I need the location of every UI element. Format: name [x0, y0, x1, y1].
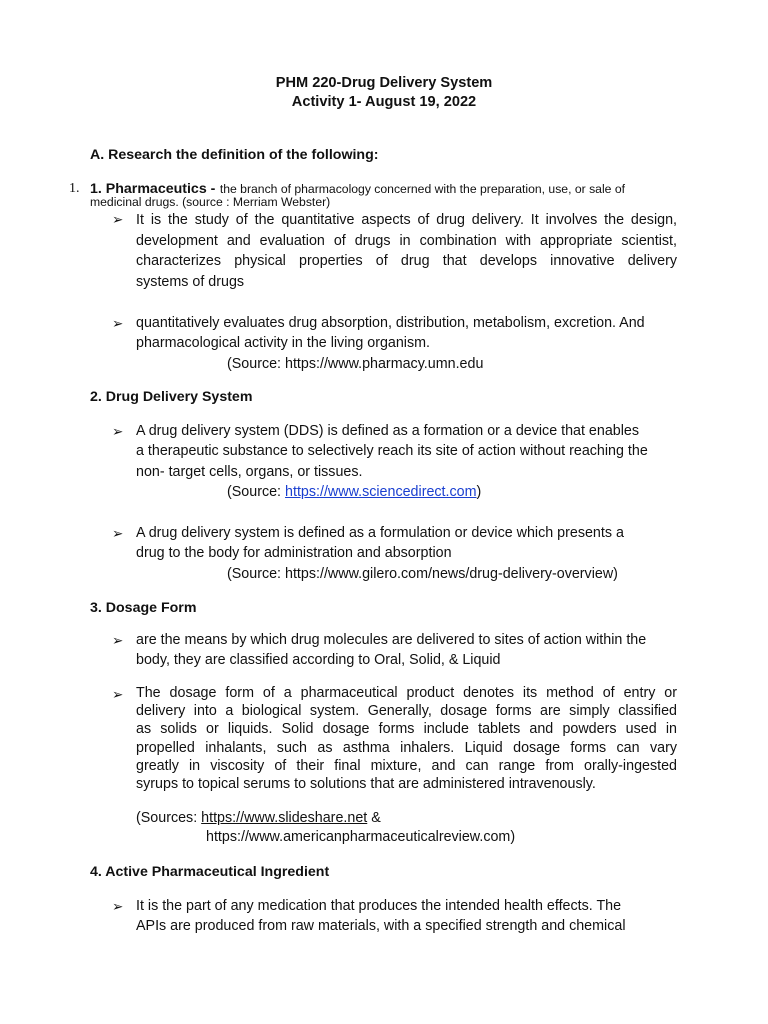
item1-heading: 1. Pharmaceutics -	[90, 181, 216, 197]
document-title: PHM 220-Drug Delivery System	[275, 75, 493, 91]
item3-sources-line2: https://www.americanpharmaceuticalreview.com)	[206, 829, 516, 845]
text-line: systems of drugs	[136, 273, 245, 290]
item2-bullet2-line2: drug to the body for administration and absorption	[136, 545, 452, 561]
item2-bullet1-line3: non- target cells, organs, or tissues.	[136, 464, 363, 480]
sources-amp: &	[367, 810, 381, 826]
item1-definition: the branch of pharmacology concerned with the preparation, use, or sale of	[219, 182, 625, 196]
sources-prefix: (Sources:	[136, 810, 202, 826]
item2-bullet1-line1: A drug delivery system (DDS) is defined as a formation or a device that enables	[136, 423, 640, 439]
list-marker: 1.	[69, 181, 80, 196]
text-line: development and evaluation of drugs in combination with appropriate scientist,	[136, 232, 677, 249]
source-prefix: (Source:	[227, 484, 286, 500]
item4-bullet1-line2: APIs are produced from raw materials, with a specified strength and chemical	[136, 918, 626, 934]
item3-bullet2	[136, 684, 677, 793]
item4-bullet1-line1: It is the part of any medication that produces the intended health effects. The	[136, 898, 622, 914]
bullet-arrow-icon: ➢	[112, 526, 124, 541]
item2-bullet1-line2: a therapeutic substance to selectively reach its site of action without reaching the	[136, 443, 648, 459]
bullet-arrow-icon: ➢	[112, 633, 124, 648]
section-a-heading: A. Research the definition of the following:	[90, 147, 379, 163]
sciencedirect-link[interactable]: https://www.sciencedirect.com	[285, 484, 477, 500]
item1-bullet1	[136, 210, 677, 292]
bullet-arrow-icon: ➢	[112, 424, 124, 439]
slideshare-link[interactable]: https://www.slideshare.net	[201, 810, 368, 826]
text-line: characterizes physical properties of drug that develops innovative delivery	[136, 253, 677, 269]
bullet-arrow-icon: ➢	[112, 316, 124, 331]
item3-bullet1-line1: are the means by which drug molecules are delivered to sites of action within the	[136, 632, 647, 648]
item1-definition-line2: medicinal drugs. (source : Merriam Webster)	[90, 195, 331, 209]
item1-source: (Source: https://www.pharmacy.umn.edu	[227, 356, 484, 372]
text-line: propelled inhalants, such as asthma inhalers. Liquid dosage forms can vary	[136, 739, 677, 756]
text-line: greatly in viscosity of their final mixture, and can range from orally-ingested	[136, 757, 677, 774]
item3-sources-line1	[136, 811, 381, 825]
bullet-arrow-icon: ➢	[112, 212, 124, 227]
text-line: The dosage form of a pharmaceutical product denotes its method of entry or	[136, 685, 677, 701]
text-line: syrups to topical serums to solutions that are administered intravenously.	[136, 776, 596, 793]
item4-heading: 4. Active Pharmaceutical Ingredient	[90, 864, 330, 880]
text-line: delivery into a biological system. Generally, dosage forms are simply classified	[136, 703, 677, 720]
item3-heading: 3. Dosage Form	[90, 600, 197, 616]
source-suffix: )	[476, 484, 482, 500]
bullet-arrow-icon: ➢	[112, 687, 124, 702]
item2-bullet2-line1: A drug delivery system is defined as a formulation or device which presents a	[136, 525, 624, 541]
document-subtitle: Activity 1- August 19, 2022	[291, 94, 477, 110]
item2-source2: (Source: https://www.gilero.com/news/drug-delivery-overview)	[227, 566, 618, 582]
item2-heading: 2. Drug Delivery System	[90, 389, 253, 405]
item2-source1	[227, 485, 481, 499]
bullet-arrow-icon: ➢	[112, 899, 124, 914]
item1-bullet2-line2: pharmacological activity in the living organism.	[136, 335, 431, 351]
item1-bullet2-line1: quantitatively evaluates drug absorption, distribution, metabolism, excretion. And	[136, 315, 645, 331]
text-line: as solids or liquids. Solid dosage forms include tablets and powders used in	[136, 721, 677, 738]
text-line: It is the study of the quantitative aspects of drug delivery. It involves the design,	[136, 212, 677, 228]
item3-bullet1-line2: body, they are classified according to Oral, Solid, & Liquid	[136, 652, 501, 668]
